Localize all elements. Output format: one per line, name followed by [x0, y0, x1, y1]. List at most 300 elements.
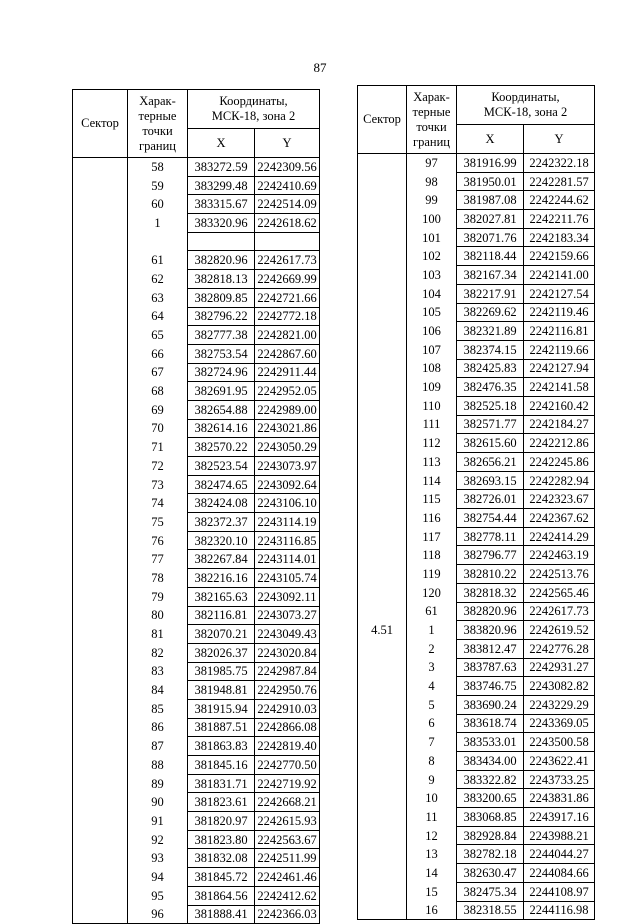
sector-cell: [73, 662, 128, 681]
x-cell: 381845.72: [188, 868, 255, 887]
x-cell: 383068.85: [457, 808, 524, 827]
table-row: [358, 752, 595, 771]
point-cell: 91: [128, 812, 188, 831]
y-cell: 2243229.29: [524, 695, 595, 714]
point-cell: 116: [407, 509, 457, 528]
point-cell: 1: [407, 621, 457, 640]
sector-cell: [358, 677, 407, 696]
point-cell: 78: [128, 569, 188, 588]
table-row: [358, 415, 595, 434]
table-row: [73, 270, 320, 289]
y-cell: 2242513.76: [524, 565, 595, 584]
point-cell: 102: [407, 247, 457, 266]
x-cell: 382615.60: [457, 434, 524, 453]
x-cell: 382726.01: [457, 490, 524, 509]
y-cell: 2242911.44: [255, 363, 320, 382]
y-cell: 2242952.05: [255, 382, 320, 401]
x-cell: 382820.96: [188, 251, 255, 270]
sector-header: Сектор: [358, 86, 407, 154]
table-row: [358, 266, 595, 285]
table-row: [73, 326, 320, 345]
point-cell: 86: [128, 718, 188, 737]
sector-cell: [73, 569, 128, 588]
y-cell: 2242719.92: [255, 774, 320, 793]
point-cell: 89: [128, 774, 188, 793]
sector-cell: 4.51: [358, 621, 407, 640]
sector-cell: [358, 733, 407, 752]
sector-cell: [73, 326, 128, 345]
x-cell: 381987.08: [457, 191, 524, 210]
y-cell: 2243105.74: [255, 569, 320, 588]
table-row: [73, 737, 320, 756]
point-cell: 99: [407, 191, 457, 210]
point-cell: 77: [128, 550, 188, 569]
x-cell: 382269.62: [457, 303, 524, 322]
table-row: [73, 774, 320, 793]
x-cell: 383322.82: [457, 770, 524, 789]
x-cell: 382570.22: [188, 438, 255, 457]
table-row: [358, 826, 595, 845]
sector-cell: [358, 191, 407, 210]
sector-cell: [358, 396, 407, 415]
table-row: [358, 695, 595, 714]
y-cell: 2244108.97: [524, 882, 595, 901]
y-cell: 2242668.21: [255, 793, 320, 812]
sector-cell: [358, 882, 407, 901]
x-cell: 382693.15: [457, 471, 524, 490]
table-row: [73, 363, 320, 382]
sector-cell: [358, 378, 407, 397]
point-cell: 13: [407, 845, 457, 864]
table-row: [358, 621, 595, 640]
x-cell: 382818.13: [188, 270, 255, 289]
x-cell: 383533.01: [457, 733, 524, 752]
y-cell: 2242141.00: [524, 266, 595, 285]
sector-cell: [73, 774, 128, 793]
table-row: [358, 172, 595, 191]
point-cell: 1: [128, 214, 188, 233]
x-cell: 382656.21: [457, 453, 524, 472]
sector-cell: [358, 826, 407, 845]
y-cell: 2243021.86: [255, 419, 320, 438]
x-cell: 381985.75: [188, 662, 255, 681]
sector-cell: [358, 210, 407, 229]
table-row: [73, 457, 320, 476]
x-cell: 382724.96: [188, 363, 255, 382]
point-cell: 114: [407, 471, 457, 490]
point-cell: 100: [407, 210, 457, 229]
x-cell: 381820.97: [188, 812, 255, 831]
sector-cell: [358, 695, 407, 714]
y-cell: 2243073.97: [255, 457, 320, 476]
sector-cell: [358, 546, 407, 565]
coordinates-header: Координаты, МСК-18, зона 2: [188, 90, 320, 129]
left-table-body: [73, 158, 320, 924]
point-cell: 62: [128, 270, 188, 289]
y-cell: 2243116.85: [255, 531, 320, 550]
table-row: [358, 191, 595, 210]
x-cell: 382753.54: [188, 344, 255, 363]
table-row: [73, 550, 320, 569]
y-cell: [255, 232, 320, 251]
point-cell: 72: [128, 457, 188, 476]
x-cell: 382810.22: [457, 565, 524, 584]
x-cell: 382116.81: [188, 606, 255, 625]
sector-cell: [73, 699, 128, 718]
y-cell: 2242617.73: [524, 602, 595, 621]
table-row: [358, 546, 595, 565]
y-cell: 2242281.57: [524, 172, 595, 191]
table-row: [358, 434, 595, 453]
sector-cell: [73, 793, 128, 812]
point-cell: 69: [128, 400, 188, 419]
point-cell: 87: [128, 737, 188, 756]
sector-cell: [73, 288, 128, 307]
x-cell: 382165.63: [188, 587, 255, 606]
point-cell: 95: [128, 886, 188, 905]
y-cell: 2242463.19: [524, 546, 595, 565]
table-row: [358, 789, 595, 808]
x-cell: 382118.44: [457, 247, 524, 266]
y-cell: 2243831.86: [524, 789, 595, 808]
x-cell: 381831.71: [188, 774, 255, 793]
y-cell: 2242867.60: [255, 344, 320, 363]
sector-cell: [358, 602, 407, 621]
x-cell: 382476.35: [457, 378, 524, 397]
table-row: [73, 344, 320, 363]
point-cell: 117: [407, 527, 457, 546]
y-header: Y: [524, 125, 595, 154]
point-cell: 110: [407, 396, 457, 415]
x-cell: 382217.91: [457, 284, 524, 303]
sector-cell: [73, 382, 128, 401]
sector-cell: [358, 658, 407, 677]
x-cell: [188, 232, 255, 251]
y-cell: 2243092.64: [255, 475, 320, 494]
point-cell: 71: [128, 438, 188, 457]
sector-header: Сектор: [73, 90, 128, 158]
x-cell: 381823.80: [188, 830, 255, 849]
table-row: [358, 284, 595, 303]
y-cell: 2242184.27: [524, 415, 595, 434]
y-cell: 2242366.03: [255, 905, 320, 924]
point-cell: 118: [407, 546, 457, 565]
y-cell: 2243114.19: [255, 513, 320, 532]
sector-cell: [358, 864, 407, 883]
sector-cell: [358, 509, 407, 528]
y-cell: 2242367.62: [524, 509, 595, 528]
x-cell: 382475.34: [457, 882, 524, 901]
x-header: X: [457, 125, 524, 154]
sector-cell: [358, 340, 407, 359]
point-cell: 2: [407, 639, 457, 658]
x-cell: 382167.34: [457, 266, 524, 285]
table-row: [358, 340, 595, 359]
x-cell: 382928.84: [457, 826, 524, 845]
x-cell: 382523.54: [188, 457, 255, 476]
table-row: [73, 756, 320, 775]
table-row: [358, 359, 595, 378]
x-cell: 381864.56: [188, 886, 255, 905]
y-cell: 2242931.27: [524, 658, 595, 677]
sector-cell: [73, 419, 128, 438]
sector-cell: [73, 475, 128, 494]
x-cell: 381863.83: [188, 737, 255, 756]
x-cell: 382778.11: [457, 527, 524, 546]
x-cell: 383200.65: [457, 789, 524, 808]
y-cell: 2243622.41: [524, 752, 595, 771]
sector-cell: [358, 901, 407, 920]
sector-cell: [358, 808, 407, 827]
page-number: 87: [313, 60, 327, 75]
point-cell: 120: [407, 583, 457, 602]
y-cell: 2243049.43: [255, 625, 320, 644]
table-row: [358, 882, 595, 901]
points-header: Харак- терные точки границ: [128, 90, 188, 158]
sector-cell: [358, 752, 407, 771]
table-row: [358, 845, 595, 864]
x-cell: 382474.65: [188, 475, 255, 494]
table-row: [73, 812, 320, 831]
x-cell: 381948.81: [188, 681, 255, 700]
x-cell: 383618.74: [457, 714, 524, 733]
sector-cell: [358, 490, 407, 509]
table-row: [358, 471, 595, 490]
x-cell: 382796.22: [188, 307, 255, 326]
x-cell: 383320.96: [188, 214, 255, 233]
table-row: [73, 699, 320, 718]
y-cell: 2242211.76: [524, 210, 595, 229]
table-row: [358, 509, 595, 528]
x-cell: 383434.00: [457, 752, 524, 771]
point-cell: 79: [128, 587, 188, 606]
point-cell: 112: [407, 434, 457, 453]
coordinates-header: Координаты, МСК-18, зона 2: [457, 86, 595, 125]
x-cell: 382754.44: [457, 509, 524, 528]
point-cell: 115: [407, 490, 457, 509]
x-cell: 381950.01: [457, 172, 524, 191]
sector-cell: [73, 606, 128, 625]
sector-cell: [73, 681, 128, 700]
y-cell: 2242776.28: [524, 639, 595, 658]
y-cell: 2242127.54: [524, 284, 595, 303]
table-row: [73, 494, 320, 513]
point-cell: 98: [407, 172, 457, 191]
y-cell: 2242322.18: [524, 154, 595, 173]
x-cell: 382267.84: [188, 550, 255, 569]
x-cell: 381845.16: [188, 756, 255, 775]
sector-cell: [73, 718, 128, 737]
table-row: [73, 214, 320, 233]
sector-cell: [73, 232, 128, 251]
sector-cell: [358, 322, 407, 341]
table-row: [73, 868, 320, 887]
y-cell: 2242183.34: [524, 228, 595, 247]
y-cell: 2242619.52: [524, 621, 595, 640]
sector-cell: [358, 303, 407, 322]
coordinates-table-left: [72, 89, 320, 924]
table-row: [358, 303, 595, 322]
x-cell: 382691.95: [188, 382, 255, 401]
sector-cell: [73, 158, 128, 177]
sector-cell: [73, 737, 128, 756]
table-row: [73, 400, 320, 419]
sector-cell: [358, 583, 407, 602]
sector-cell: [73, 849, 128, 868]
point-cell: 96: [128, 905, 188, 924]
x-cell: 382321.89: [457, 322, 524, 341]
sector-cell: [73, 830, 128, 849]
table-row: [73, 419, 320, 438]
sector-cell: [73, 176, 128, 195]
y-cell: 2242159.66: [524, 247, 595, 266]
sector-cell: [73, 251, 128, 270]
y-cell: 2244084.66: [524, 864, 595, 883]
point-cell: 61: [407, 602, 457, 621]
y-cell: 2243988.21: [524, 826, 595, 845]
sector-cell: [358, 714, 407, 733]
sector-cell: [73, 214, 128, 233]
table-row: [73, 587, 320, 606]
sector-cell: [358, 154, 407, 173]
sector-cell: [358, 453, 407, 472]
table-row: [358, 527, 595, 546]
y-cell: 2242866.08: [255, 718, 320, 737]
sector-cell: [358, 434, 407, 453]
y-cell: 2242615.93: [255, 812, 320, 831]
table-row: [73, 643, 320, 662]
point-cell: 59: [128, 176, 188, 195]
point-cell: 67: [128, 363, 188, 382]
x-cell: 381915.94: [188, 699, 255, 718]
sector-cell: [358, 247, 407, 266]
sector-cell: [358, 527, 407, 546]
table-row: [358, 602, 595, 621]
sector-cell: [73, 457, 128, 476]
table-row: [358, 396, 595, 415]
table-row: [358, 453, 595, 472]
point-cell: 94: [128, 868, 188, 887]
x-cell: 382525.18: [457, 396, 524, 415]
point-cell: 58: [128, 158, 188, 177]
table-row: [73, 905, 320, 924]
y-header: Y: [255, 129, 320, 158]
point-cell: 108: [407, 359, 457, 378]
table-row: [73, 288, 320, 307]
y-cell: 2242212.86: [524, 434, 595, 453]
y-cell: 2243733.25: [524, 770, 595, 789]
point-cell: 12: [407, 826, 457, 845]
point-cell: 111: [407, 415, 457, 434]
x-cell: 383315.67: [188, 195, 255, 214]
point-cell: 63: [128, 288, 188, 307]
point-cell: 73: [128, 475, 188, 494]
point-cell: 113: [407, 453, 457, 472]
x-cell: 383272.59: [188, 158, 255, 177]
y-cell: 2242410.69: [255, 176, 320, 195]
sector-cell: [358, 471, 407, 490]
point-cell: 9: [407, 770, 457, 789]
x-cell: 382070.21: [188, 625, 255, 644]
point-cell: 60: [128, 195, 188, 214]
point-cell: 68: [128, 382, 188, 401]
x-header: X: [188, 129, 255, 158]
sector-cell: [73, 756, 128, 775]
point-cell: 101: [407, 228, 457, 247]
point-cell: 7: [407, 733, 457, 752]
x-cell: 381887.51: [188, 718, 255, 737]
y-cell: 2242412.62: [255, 886, 320, 905]
table-row: [73, 475, 320, 494]
y-cell: 2243369.05: [524, 714, 595, 733]
x-cell: 382320.10: [188, 531, 255, 550]
point-cell: 107: [407, 340, 457, 359]
table-row: [358, 677, 595, 696]
point-cell: 81: [128, 625, 188, 644]
sector-cell: [73, 550, 128, 569]
y-cell: 2242821.00: [255, 326, 320, 345]
x-cell: 382372.37: [188, 513, 255, 532]
x-cell: 383746.75: [457, 677, 524, 696]
y-cell: 2243082.82: [524, 677, 595, 696]
sector-cell: [73, 438, 128, 457]
x-cell: 382782.18: [457, 845, 524, 864]
point-cell: 92: [128, 830, 188, 849]
point-cell: 109: [407, 378, 457, 397]
point-cell: 15: [407, 882, 457, 901]
x-cell: 382318.55: [457, 901, 524, 920]
y-cell: 2242617.73: [255, 251, 320, 270]
y-cell: 2242461.46: [255, 868, 320, 887]
x-cell: 382796.77: [457, 546, 524, 565]
y-cell: 2242910.03: [255, 699, 320, 718]
table-row: [73, 531, 320, 550]
y-cell: 2242950.76: [255, 681, 320, 700]
point-cell: 8: [407, 752, 457, 771]
sector-cell: [73, 812, 128, 831]
point-cell: 76: [128, 531, 188, 550]
sector-cell: [73, 307, 128, 326]
x-cell: 381888.41: [188, 905, 255, 924]
table-row: [73, 195, 320, 214]
point-cell: 75: [128, 513, 188, 532]
y-cell: 2242511.99: [255, 849, 320, 868]
table-row: [358, 490, 595, 509]
x-cell: 382071.76: [457, 228, 524, 247]
y-cell: 2242721.66: [255, 288, 320, 307]
sector-cell: [358, 172, 407, 191]
table-row: [73, 251, 320, 270]
sector-cell: [358, 359, 407, 378]
point-cell: 88: [128, 756, 188, 775]
x-cell: 382654.88: [188, 400, 255, 419]
table-row: [358, 378, 595, 397]
y-cell: 2242514.09: [255, 195, 320, 214]
y-cell: 2242414.29: [524, 527, 595, 546]
y-cell: 2243114.01: [255, 550, 320, 569]
y-cell: 2242119.46: [524, 303, 595, 322]
x-cell: 383787.63: [457, 658, 524, 677]
y-cell: 2242987.84: [255, 662, 320, 681]
table-row: [73, 232, 320, 251]
x-cell: 382571.77: [457, 415, 524, 434]
sector-cell: [358, 789, 407, 808]
x-cell: 382026.37: [188, 643, 255, 662]
y-cell: 2243020.84: [255, 643, 320, 662]
table-row: [358, 154, 595, 173]
table-row: [358, 658, 595, 677]
y-cell: 2243106.10: [255, 494, 320, 513]
